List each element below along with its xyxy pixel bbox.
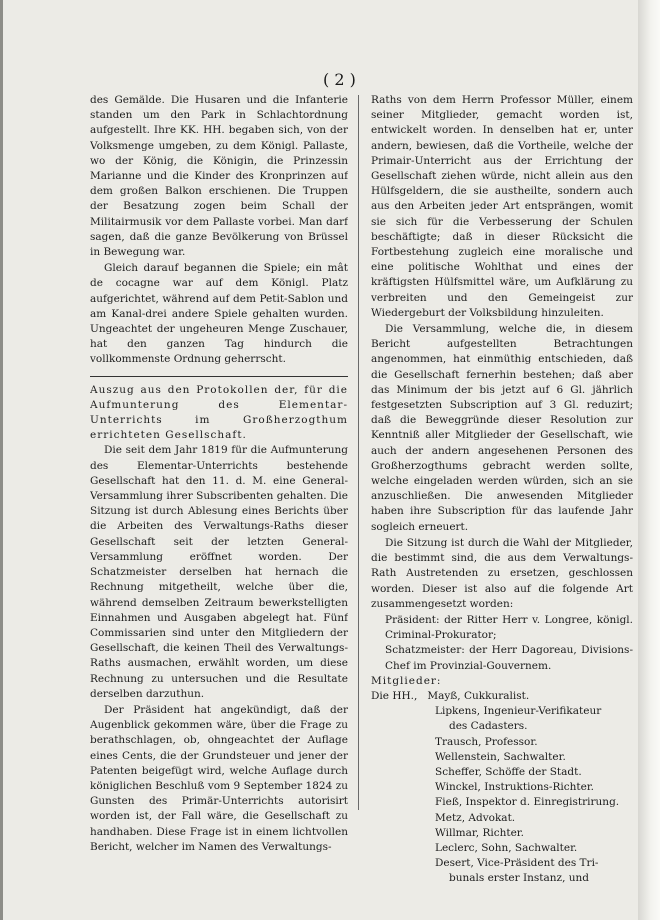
list-item: bunals erster Instanz, und — [449, 872, 589, 885]
member-name: Mayß, Cukkuralist. — [427, 689, 530, 702]
left-paragraph-4: Der Präsident hat angekündigt, daß der Augenblick gekommen wäre, über die Frage zu berathschlagen, ob, ohngeachtet der Auflage eines Cents, die der Grundsteuer und jener der Patenten beigefügt wird, welche Auflage durch königlichen Beschluß vom 9 September 1824 zu Gunsten des Primär-Unterrichts autorisirt worden ist, der Fall wäre, die Gesellschaft zu handhaben. Diese Frage ist in einem lichtvollen Bericht, welcher im Namen des Verwaltungs- — [90, 703, 348, 853]
list-item: Lipkens, Ingenieur-Verifikateur — [435, 705, 602, 718]
members-prefix: Die HH., — [371, 689, 418, 702]
page-number: ( 2 ) — [323, 70, 356, 89]
list-item: des Cadasters. — [449, 720, 528, 733]
page-edge-shadow — [638, 0, 660, 920]
list-item: Fieß, Inspektor d. Einregistrirung. — [435, 796, 620, 809]
left-paragraph-3: Die seit dem Jahr 1819 für die Aufmunterung des Elementar-Unterrichts bestehende Gesellschaft hat den 11. d. M. eine General-Versammlung ihrer Subscribenten gehalten. Die Sitzung ist durch Ablesung eines Berichts über die Arbeiten des Verwaltungs-Raths dieser Gesellschaft seit der letzten General-Versammlung eröffnet worden. Der Schatzmeister derselben hat hernach die Rechnung mitgetheilt, welche über die, während demselben Zeitraum bewerkstelligten Einnahmen und Ausgaben abgelegt hat. Fünf Commissarien sind unter den Mitgliedern der Gesellschaft, die keinen Theil des Verwaltungs-Raths ausmachen, erwählt worden, um diese Rechnung zu untersuchen und die Resultate derselben darzuthun. — [90, 444, 348, 700]
list-item: Trausch, Professor. — [435, 735, 538, 748]
right-column — [371, 93, 633, 887]
list-item: Winckel, Instruktions-Richter. — [435, 781, 595, 794]
section-heading: Auszug aus den Protokollen der, für die Aufmunterung des Elementar-Unterrichts im Großherzogthum errichteten Gesellschaft. — [90, 383, 348, 442]
president-line: Präsident: der Ritter Herr v. Longree, königl. Criminal-Prokurator; — [385, 613, 633, 642]
list-item: Wellenstein, Sachwalter. — [435, 750, 566, 763]
list-item: Willmar, Richter. — [435, 826, 524, 839]
list-item — [371, 689, 633, 704]
list-item: Metz, Advokat. — [435, 811, 516, 824]
list-item: Leclerc, Sohn, Sachwalter. — [435, 841, 578, 854]
list-item: Desert, Vice-Präsident des Tri- — [435, 857, 599, 870]
section-separator — [90, 376, 348, 377]
right-paragraph-3: Die Sitzung ist durch die Wahl der Mitglieder, die bestimmt sind, die aus dem Verwaltungs-Rath Austretenden zu ersetzen, geschlossen worden. Dieser ist also auf die folgende Art zusammengesetzt worden: — [371, 536, 633, 610]
members-list — [371, 689, 633, 887]
left-column — [90, 93, 348, 855]
left-paragraph-1: des Gemälde. Die Husaren und die Infanterie standen um den Park in Schlachtordnung aufgestellt. Ihre KK. HH. begaben sich, von der Volksmenge umgeben, zu dem Königl. Pallaste, wo der König, die Königin, die Prinzessin Marianne und die Kinder des Kronprinzen auf dem großen Balkon erschienen. Die Truppen der Besatzung zogen beim Schall der Militairmusik vor dem Pallaste vorbei. Man darf sagen, daß die ganze Bevölkerung von Brüssel in Bewegung war. — [90, 94, 348, 259]
right-paragraph-1: Raths von dem Herrn Professor Müller, einem seiner Mitglieder, gemacht worden ist, entwickelt worden. In denselben hat er, unter andern, bewiesen, daß die Vortheile, welche der Primair-Unterricht aus der Errichtung der Gesellschaft ziehen würde, nicht allein aus den Hülfsgeldern, die sie austheilte, sondern auch aus den Arbeiten jeder Art entsprängen, womit sie sich für die Verbesserung der Schulen beschäftigte; daß in dieser Rücksicht die Fortbestehung zugleich eine moralische und eine politische Wohlthat und eines der kräftigsten Hülfsmittel wäre, um Aufklärung zu verbreiten und den Gemeingeist zur Wiedergeburt der Volksbildung hinzuleiten. — [371, 94, 633, 319]
list-item: Scheffer, Schöffe der Stadt. — [435, 765, 582, 778]
right-paragraph-2: Die Versammlung, welche die, in diesem Bericht aufgestellten Betrachtungen angenommen, hat einmüthig entschieden, daß die Gesellschaft fernerhin bestehen; daß aber das Minimum der bis jetzt auf 6 Gl. jährlich festgesetzten Subscription auf 3 Gl. reduzirt; daß die Beweggründe dieser Resolution zur Kenntniß aller Mitglieder der Gesellschaft, wie auch der andern angesehenen Personen des Großherzogthums gebracht werden sollte, welche eingeladen werden würden, sich an sie anzuschließen. Die anwesenden Mitglieder haben ihre Subscription für das laufende Jahr sogleich erneuert. — [371, 323, 633, 533]
treasurer-line: Schatzmeister: der Herr Dagoreau, Divisions-Chef im Provinzial-Gouvernem. — [385, 644, 633, 672]
left-paragraph-2: Gleich darauf begannen die Spiele; ein mât de cocagne war auf dem Königl. Platz aufgerichtet, während auf dem Petit-Sablon und am Kanal-drei andere Spiele gehalten wurden. Ungeachtet der ungeheuren Menge Zuschauer, hat den ganzen Tag hindurch die vollkommenste Ordnung geherrscht. — [90, 262, 348, 366]
members-title: Mitglieder: — [371, 674, 442, 687]
column-divider — [358, 95, 359, 810]
